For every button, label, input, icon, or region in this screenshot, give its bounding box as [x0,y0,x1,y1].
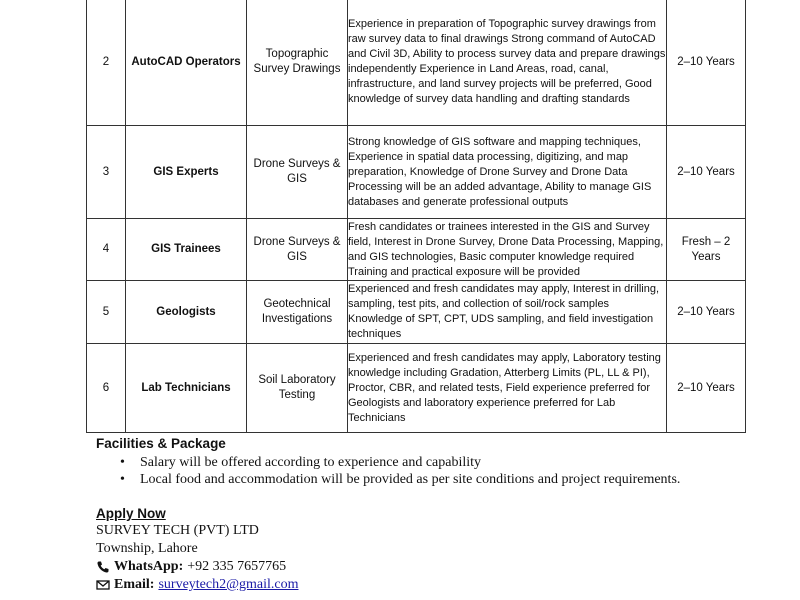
row-number: 6 [87,344,126,433]
list-item [96,471,776,488]
row-number: 3 [87,126,126,219]
facility-text: Salary will be offered according to experience and capability [140,455,482,470]
requirements-text: Experienced and fresh candidates may apply, Laboratory testing knowledge including Gradation, Atterberg Limits (PL, LL & PI), Proctor, CBR, and related tests, Field experience preferred for Geologists and laboratory experience preferred for Lab Technicians [348,351,661,424]
position-title: GIS Trainees [126,219,247,281]
requirements [348,281,667,344]
work-area: Topographic Survey Drawings [247,0,348,126]
experience: Fresh – 2 Years [667,219,746,281]
facilities-list [96,454,776,488]
requirements [348,0,667,126]
requirements [348,344,667,433]
facilities-and-contact [96,436,776,594]
requirements [348,126,667,219]
table-row [87,0,746,126]
whatsapp-number: +92 335 7657765 [187,559,287,574]
work-area: Drone Surveys & GIS [247,126,348,219]
email-link[interactable]: surveytech2@gmail.com [158,577,299,592]
position-title: GIS Experts [126,126,247,219]
list-item [96,454,776,471]
experience: 2–10 Years [667,344,746,433]
facilities-heading: Facilities & Package [96,436,226,451]
position-title: AutoCAD Operators [126,0,247,126]
work-area: Drone Surveys & GIS [247,219,348,281]
bullet-icon: • [120,455,125,470]
whatsapp-label: WhatsApp: [114,559,184,574]
requirements-text: Fresh candidates or trainees interested in the GIS and Survey field, Interest in Drone Survey, Drone Data Processing, Mapping, and GIS technologies, Basic computer knowledge required Training and practical exposure will be provided [348,220,664,278]
row-number: 5 [87,281,126,344]
experience: 2–10 Years [667,0,746,126]
requirements-text: Experienced and fresh candidates may apply, Interest in drilling, sampling, test pits, and collection of soil/rock samples Knowledge of SPT, CPT, UDS sampling, and field investigation techniques [348,283,660,340]
position-title: Lab Technicians [126,344,247,433]
table-row [87,126,746,219]
requirements [348,219,667,281]
email-label: Email: [114,577,155,592]
envelope-icon [96,578,110,592]
work-area: Geotechnical Investigations [247,281,348,344]
row-number: 2 [87,0,126,126]
table-row [87,219,746,281]
requirements-text: Strong knowledge of GIS software and mapping techniques, Experience in spatial data processing, digitizing, and map preparation, Knowledge of Drone Survey and Drone Data Processing will be an added advantage, Ability to manage GIS databases and generate professional outputs [348,135,652,208]
row-number: 4 [87,219,126,281]
requirements-text: Experience in preparation of Topographic survey drawings from raw survey data to final drawings Strong command of AutoCAD and Civil 3D, Ability to process survey data and prepare drawings independently Experience in Land Areas, road, canal, infrastructure, and land survey projects will be preferred, Good knowledge of survey data handling and drafting standards [348,18,666,105]
email-row [96,576,776,594]
experience: 2–10 Years [667,126,746,219]
apply-heading: Apply Now [96,506,166,521]
experience: 2–10 Years [667,281,746,344]
phone-icon [96,560,110,574]
position-title: Geologists [126,281,247,344]
whatsapp-row [96,558,776,576]
work-area: Soil Laboratory Testing [247,344,348,433]
job-positions-table [86,0,746,433]
company-address: Township, Lahore [96,541,198,556]
facility-text: Local food and accommodation will be provided as per site conditions and project requirements. [140,472,681,487]
table-row [87,344,746,433]
company-name: SURVEY TECH (PVT) LTD [96,523,259,538]
table-row [87,281,746,344]
bullet-icon: • [120,472,125,487]
